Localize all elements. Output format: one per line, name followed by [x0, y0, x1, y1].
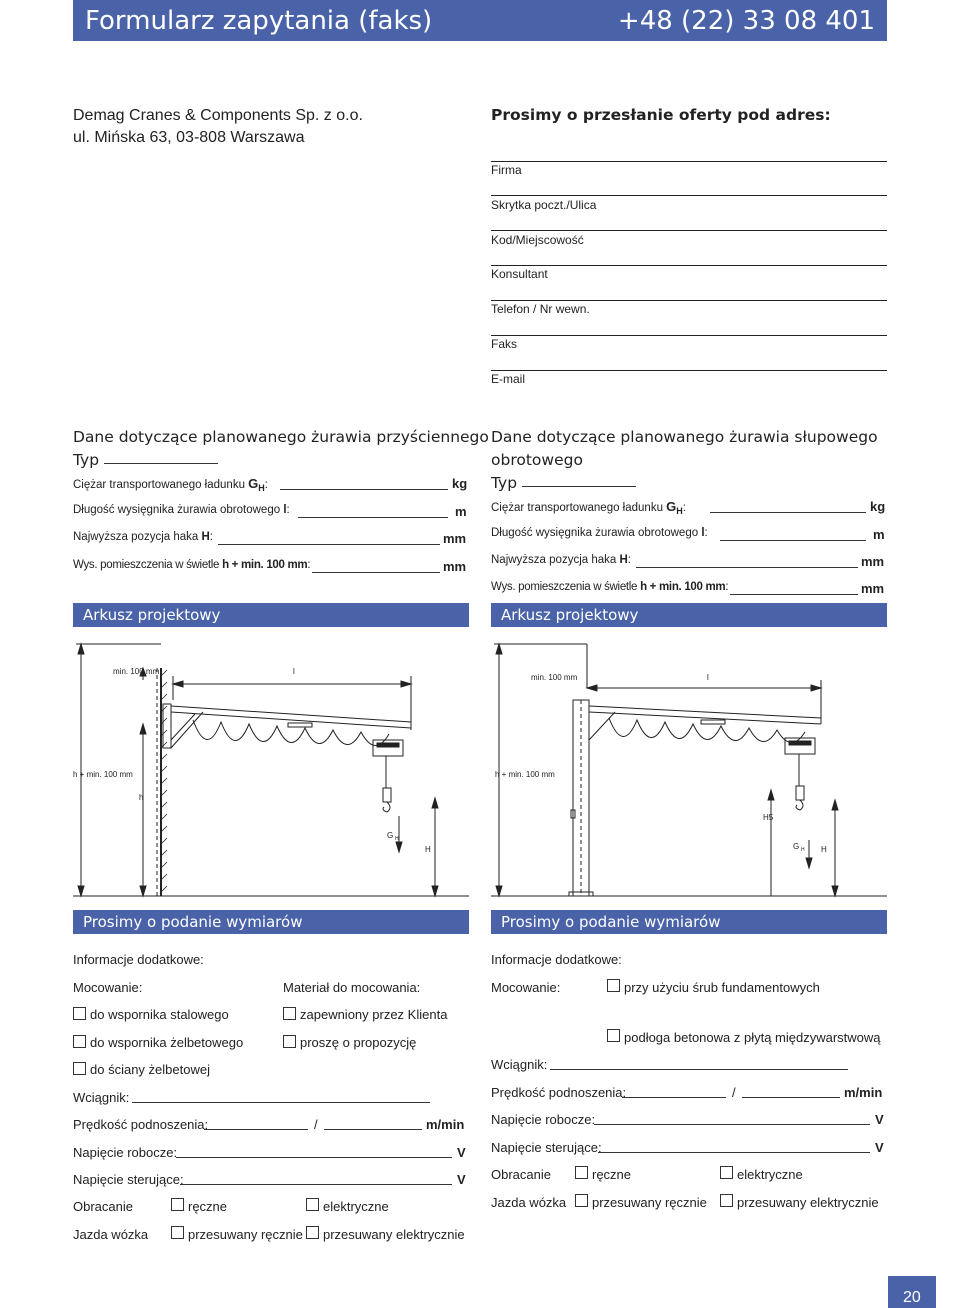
left-ctrlv-line[interactable]	[180, 1184, 452, 1185]
label-propose: proszę o propozycję	[300, 1035, 417, 1050]
drawing-h5-label: H5	[763, 813, 774, 822]
checkbox-propose[interactable]	[283, 1035, 296, 1048]
divider	[491, 300, 887, 301]
left-dims-banner: Prosimy o podanie wymiarów	[73, 910, 469, 934]
right-hoist-line[interactable]	[550, 1069, 848, 1070]
left-load-label: Ciężar transportowanego ładunku $G_H$:	[73, 476, 268, 493]
left-workv-label: Napięcie robocze:	[73, 1145, 178, 1160]
right-speed-unit: m/min	[844, 1085, 883, 1100]
label-foundation-bolts: przy użyciu śrub fundamentowych	[624, 980, 820, 995]
right-room-line[interactable]	[730, 594, 858, 595]
label-travel-manual: przesuwany ręcznie	[592, 1195, 707, 1210]
page-number: 20	[888, 1276, 936, 1308]
company-address: ul. Mińska 63, 03-808 Warszawa	[73, 129, 305, 146]
left-hook-line[interactable]	[218, 544, 440, 545]
left-hook-unit: mm	[443, 531, 467, 546]
divider	[491, 265, 887, 266]
request-title: Prosimy o przesłanie oferty pod adres:	[491, 106, 831, 124]
checkbox-travel-manual[interactable]	[575, 1194, 588, 1207]
drawing-l-label: l	[293, 667, 295, 676]
header-banner	[73, 0, 887, 41]
right-hook-unit: mm	[861, 554, 885, 569]
divider	[491, 370, 887, 371]
left-speed-unit: m/min	[426, 1117, 465, 1132]
wall-crane-drawing	[73, 640, 469, 902]
label-travel-manual: przesuwany ręcznie	[188, 1227, 303, 1242]
label-travel-electric: przesuwany elektrycznie	[323, 1227, 465, 1242]
drawing-H-label: H	[425, 845, 431, 854]
drawing-min-label: min. 100 mm	[531, 673, 578, 682]
right-dims-banner: Prosimy o podanie wymiarów	[491, 910, 887, 934]
label-rotation-electric: elektryczne	[737, 1167, 803, 1182]
left-arm-label: Długość wysięgnika żurawia obrotowego l:	[73, 504, 290, 516]
right-speed-label: Prędkość podnoszenia:	[491, 1085, 627, 1100]
right-sheet-banner: Arkusz projektowy	[491, 603, 887, 627]
checkbox-rotation-electric[interactable]	[306, 1198, 319, 1211]
right-speed-line-1[interactable]	[622, 1097, 726, 1098]
drawing-h-label: h	[139, 793, 144, 802]
label-concrete-bracket: do wspornika żelbetowego	[90, 1035, 244, 1050]
drawing-hmin-label: h + min. 100 mm	[73, 770, 133, 779]
label-steel-bracket: do wspornika stalowego	[90, 1007, 229, 1022]
checkbox-rotation-electric[interactable]	[720, 1166, 733, 1179]
left-hoist-line[interactable]	[132, 1102, 430, 1103]
left-workv-line[interactable]	[176, 1157, 452, 1158]
left-room-unit: mm	[443, 559, 467, 574]
left-speed-label: Prędkość podnoszenia:	[73, 1117, 209, 1132]
right-section-title-2: obrotowego	[491, 451, 583, 469]
drawing-min-label: min. 100 mm	[113, 667, 160, 676]
left-mount-label: Mocowanie:	[73, 980, 143, 995]
right-typ-label: Typ	[491, 474, 518, 492]
left-speed-slash: /	[314, 1117, 318, 1132]
right-ctrlv-unit: V	[875, 1140, 884, 1155]
field-company: Firma	[491, 163, 522, 177]
right-section-title: Dane dotyczące planowanego żurawia słupowego	[491, 428, 878, 446]
checkbox-travel-manual[interactable]	[171, 1226, 184, 1239]
right-rotation-label: Obracanie	[491, 1167, 551, 1182]
left-sheet-banner: Arkusz projektowy	[73, 603, 469, 627]
left-load-line[interactable]	[280, 489, 448, 490]
label-rotation-electric: elektryczne	[323, 1199, 389, 1214]
right-workv-line[interactable]	[594, 1124, 870, 1125]
left-ctrlv-label: Napięcie sterujące:	[73, 1172, 184, 1187]
divider	[491, 230, 887, 231]
left-arm-unit: m	[455, 504, 467, 519]
left-load-unit: kg	[452, 476, 468, 491]
left-arm-line[interactable]	[298, 517, 448, 518]
label-rotation-manual: ręczne	[188, 1199, 228, 1214]
left-section-title: Dane dotyczące planowanego żurawia przyściennego	[73, 428, 489, 446]
left-room-line[interactable]	[312, 572, 440, 573]
checkbox-concrete-floor[interactable]	[607, 1029, 620, 1042]
right-arm-label: Długość wysięgnika żurawia obrotowego l:	[491, 527, 708, 539]
label-concrete-wall: do ściany żelbetowej	[90, 1062, 210, 1077]
left-room-label: Wys. pomieszczenia w świetle h + min. 100 mm:	[73, 559, 311, 571]
label-concrete-floor: podłoga betonowa z płytą międzywarstwową	[624, 1030, 881, 1045]
right-load-line[interactable]	[710, 512, 866, 513]
divider	[491, 335, 887, 336]
checkbox-concrete-bracket[interactable]	[73, 1035, 86, 1048]
left-speed-line-2[interactable]	[324, 1129, 422, 1130]
right-speed-slash: /	[732, 1085, 736, 1100]
drawing-l-label: l	[707, 673, 709, 682]
divider	[491, 195, 887, 196]
checkbox-foundation-bolts[interactable]	[607, 979, 620, 992]
field-consultant: Konsultant	[491, 267, 548, 281]
fax-number: +48 (22) 33 08 401	[617, 6, 875, 36]
company-name: Demag Cranes & Components Sp. z o.o.	[73, 107, 363, 124]
checkbox-rotation-manual[interactable]	[575, 1166, 588, 1179]
right-hook-label: Najwyższa pozycja haka H:	[491, 554, 631, 566]
right-workv-label: Napięcie robocze:	[491, 1112, 596, 1127]
field-phone: Telefon / Nr wewn.	[491, 302, 590, 316]
checkbox-concrete-wall[interactable]	[73, 1062, 86, 1075]
left-typ-line[interactable]	[104, 463, 218, 464]
pillar-crane-drawing	[491, 640, 887, 902]
field-email: E-mail	[491, 372, 526, 386]
right-room-label: Wys. pomieszczenia w świetle h + min. 100 mm:	[491, 581, 729, 593]
left-hook-label: Najwyższa pozycja haka H:	[73, 531, 213, 543]
right-ctrlv-label: Napięcie sterujące:	[491, 1140, 602, 1155]
checkbox-steel-bracket[interactable]	[73, 1007, 86, 1020]
field-street: Skrytka poczt./Ulica	[491, 198, 597, 212]
right-load-unit: kg	[870, 499, 886, 514]
left-travel-label: Jazda wózka	[73, 1227, 149, 1242]
right-ctrlv-line[interactable]	[598, 1152, 870, 1153]
drawing-hmin-label: h + min. 100 mm	[495, 770, 555, 779]
left-extra-info: Informacje dodatkowe:	[73, 952, 204, 967]
label-rotation-manual: ręczne	[592, 1167, 632, 1182]
form-title: Formularz zapytania (faks)	[85, 6, 433, 36]
checkbox-travel-electric[interactable]	[306, 1226, 319, 1239]
drawing-gh-label: G	[793, 842, 800, 851]
left-ctrlv-unit: V	[457, 1172, 466, 1187]
right-travel-label: Jazda wózka	[491, 1195, 567, 1210]
right-speed-line-2[interactable]	[742, 1097, 840, 1098]
drawing-gh-label: G	[387, 831, 394, 840]
right-arm-unit: m	[873, 527, 885, 542]
right-load-label: Ciężar transportowanego ładunku $G_H$:	[491, 499, 686, 516]
checkbox-rotation-manual[interactable]	[171, 1198, 184, 1211]
field-city: Kod/Miejscowość	[491, 233, 584, 247]
label-client-provided: zapewniony przez Klienta	[300, 1007, 448, 1022]
drawing-gh-sub: H	[801, 847, 805, 853]
right-arm-line[interactable]	[720, 540, 866, 541]
right-extra-info: Informacje dodatkowe:	[491, 952, 622, 967]
left-workv-unit: V	[457, 1145, 466, 1160]
drawing-H-label: H	[821, 845, 827, 854]
right-hoist-label: Wciągnik:	[491, 1057, 548, 1072]
checkbox-travel-electric[interactable]	[720, 1194, 733, 1207]
left-typ-label: Typ	[73, 451, 100, 469]
left-hoist-label: Wciągnik:	[73, 1090, 130, 1105]
left-speed-line-1[interactable]	[204, 1129, 308, 1130]
label-travel-electric: przesuwany elektrycznie	[737, 1195, 879, 1210]
right-workv-unit: V	[875, 1112, 884, 1127]
divider	[491, 161, 887, 162]
left-rotation-label: Obracanie	[73, 1199, 133, 1214]
field-fax: Faks	[491, 337, 518, 351]
drawing-gh-sub: H	[395, 836, 399, 842]
right-mount-label: Mocowanie:	[491, 980, 561, 995]
left-material-label: Materiał do mocowania:	[283, 980, 421, 995]
checkbox-client-provided[interactable]	[283, 1007, 296, 1020]
right-hook-line[interactable]	[636, 567, 858, 568]
right-typ-line[interactable]	[522, 486, 636, 487]
right-room-unit: mm	[861, 581, 885, 596]
